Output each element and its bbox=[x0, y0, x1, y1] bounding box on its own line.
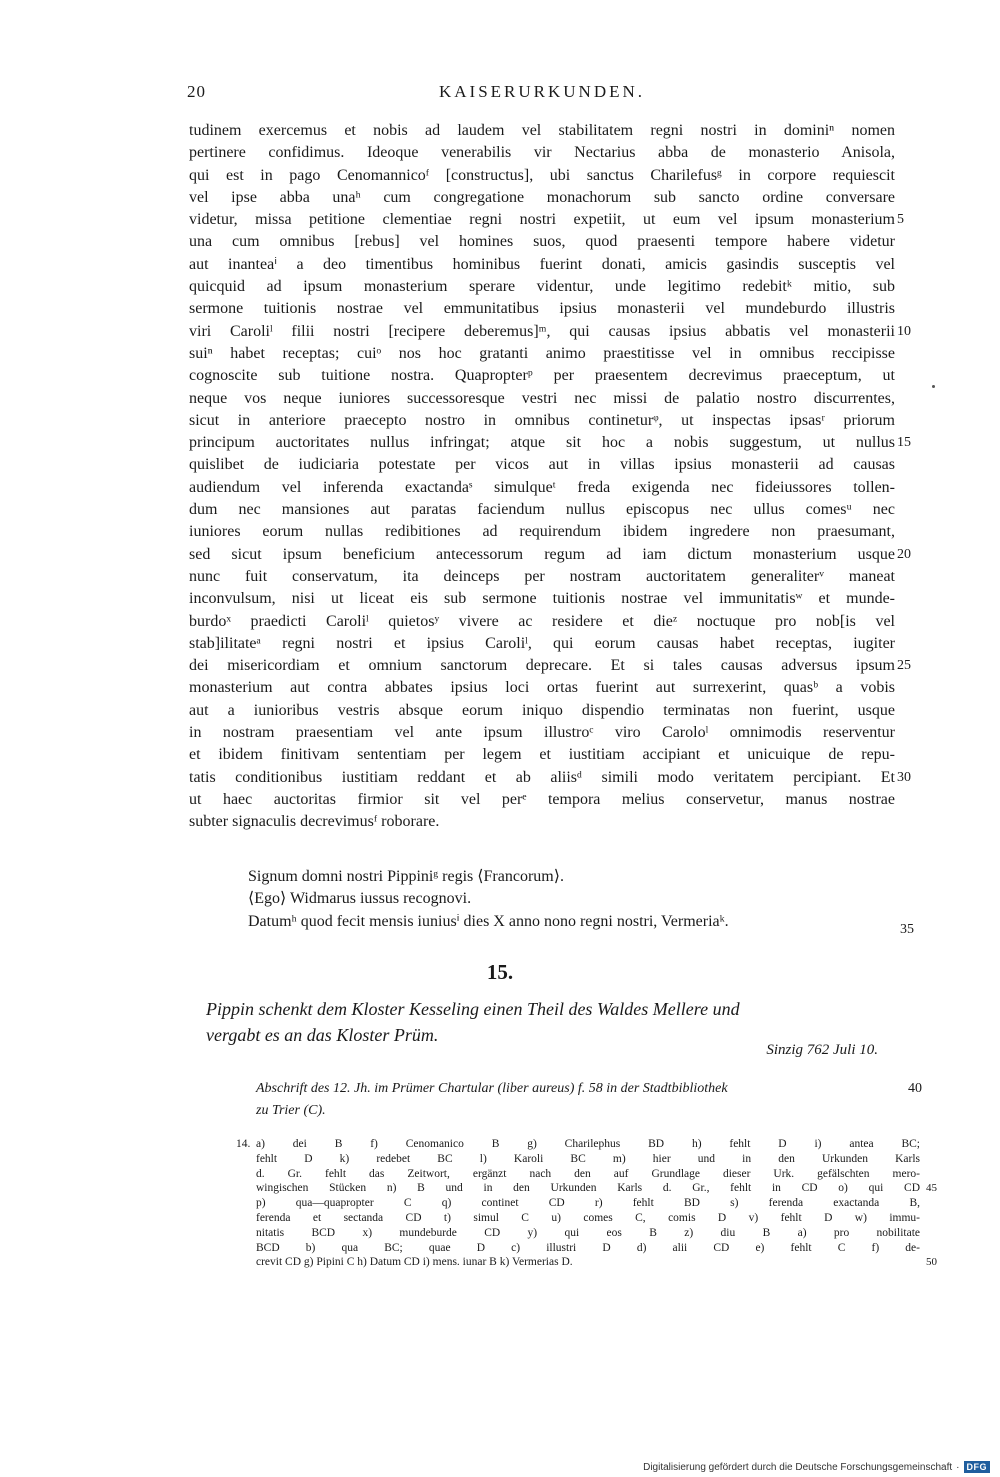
margin-mark bbox=[932, 385, 935, 388]
body-text-line: aut a iunioribus vestris absque eorum iniquo dispendio terminatas non fuerint, usque bbox=[189, 701, 895, 719]
note-line: wingischen Stücken n) B und in den Urkunden Karls d. Gr., fehlt in CD o) qui CD 45 bbox=[256, 1181, 920, 1196]
line-number: 10 bbox=[897, 323, 911, 339]
page-number: 20 bbox=[187, 82, 206, 101]
body-text-line: principum auctoritates nullus infringat; atque sit hoc a nobis suggestum, ut nullus 15 bbox=[189, 432, 895, 454]
note-line: fehlt D k) redebet BC l) Karoli BC m) hier und in den Urkunden Karls bbox=[256, 1152, 920, 1165]
line-number: 45 bbox=[926, 1182, 937, 1195]
note-line: BCD b) qua BC; quae D c) illustri D d) alii CD e) fehlt C f) de- bbox=[256, 1241, 920, 1254]
body-text-line: iuniores eorum nullas redibitiones ad requirendum ibidem ingredere non praesumant, bbox=[189, 523, 895, 541]
running-head: KAISERURKUNDEN. bbox=[438, 82, 646, 101]
footer-text: Digitalisierung gefördert durch die Deutsche Forschungsgemeinschaft bbox=[643, 1461, 953, 1473]
line-number: 50 bbox=[926, 1256, 937, 1269]
body-text-line: tatis conditionibus iustitiam reddant et ab aliisᵈ simili modo veritatem percipiant. Et 30 bbox=[189, 767, 895, 789]
line-number: 30 bbox=[897, 769, 911, 785]
line-number: 15 bbox=[897, 435, 911, 451]
body-text-line: pertinere confidimus. Ideoque venerabilis vir Nectarius abba de monasterio Anisola, bbox=[189, 144, 895, 162]
footer-separator: · bbox=[956, 1461, 960, 1473]
body-text-line: quislibet de iudiciaria potestate per vicos aut in villas ipsius monasterii ad causas bbox=[189, 456, 895, 474]
body-text-line: stab]ilitateᵃ regni nostri et ipsius Caroliˡ, qui eorum causas habet receptas, iugiter bbox=[189, 634, 895, 652]
body-text-line: nunc fuit conservatum, ita deinceps per nostram auctoritatem generaliterᵛ maneat bbox=[189, 567, 895, 585]
body-text-line: viri Caroliˡ filii nostri [recipere deberemus]ᵐ, qui causas ipsius abbatis vel monasterii 10 bbox=[189, 321, 895, 343]
dfg-logo: DFG bbox=[964, 1461, 991, 1473]
body-text-line: ut haec auctoritas firmior sit vel perᵉ tempora melius conservetur, manus nostrae bbox=[189, 790, 895, 808]
source-description bbox=[256, 1078, 922, 1122]
body-text-line: subter signaculis decrevimusᶠ roborare. bbox=[189, 813, 440, 831]
body-text-line: monasterium aut contra abbates ipsius loci ortas fuerint aut surrexerint, quasᵇ a vobis bbox=[189, 679, 895, 697]
notes-label: 14. bbox=[236, 1138, 251, 1150]
body-text-line: suiⁿ habet receptas; cuiᵒ nos hoc gratanti animo praestitisse vel in omnibus reccipisse bbox=[189, 344, 895, 362]
source-line: zu Trier (C). bbox=[256, 1103, 326, 1118]
note-line: a) dei B f) Cenomanico B g) Charilephus BD h) fehlt D i) antea BC; bbox=[256, 1138, 920, 1150]
line-number: 40 bbox=[908, 1081, 922, 1096]
body-text-line: qui est in pago Cenomannicoᶠ [constructus], ubi sanctus Charilefusᵍ in corpore requiescit bbox=[189, 166, 895, 184]
body-text-line: in nostram praesentiam vel ante ipsum illustroᶜ viro Caroloˡ omnimodis reserventur bbox=[189, 724, 895, 742]
body-text-line: aut inanteaⁱ a deo timentibus hominibus fuerint donati, amicis gasindis susceptis vel bbox=[189, 255, 895, 273]
source-line: Abschrift des 12. Jh. im Prümer Chartular (liber aureus) f. 58 in der Stadtbibliothek 40 bbox=[256, 1078, 900, 1100]
critical-apparatus bbox=[236, 1137, 937, 1270]
regest-line: Pippin schenkt dem Kloster Kesseling einen Theil des Waldes Mellere und bbox=[206, 999, 740, 1019]
note-line: crevit CD g) Pipini C h) Datum CD i) mens. iunar B k) Vermerias D. 50 bbox=[256, 1255, 920, 1270]
signum-line: Datumʰ quod fecit mensis iuniusⁱ dies X anno nono regni nostri, Vermeriaᵏ. bbox=[248, 912, 729, 930]
note-line: p) qua—quapropter C q) continet CD r) fehlt BD s) ferenda exactanda B, bbox=[256, 1197, 920, 1210]
body-text-line: sermone tuitionis nostrae vel emmunitatibus ipsius monasterii vel mundeburdo illustris bbox=[189, 300, 895, 318]
body-text-line: videtur, missa petitione clementiae regni nostri expetiit, ut eum vel ipsum monasterium 5 bbox=[189, 209, 895, 231]
body-text-line: quicquid ad ipsum monasterium sperare videntur, unde legitimo redebitᵏ mitio, sub bbox=[189, 278, 895, 296]
body-text-line: et ibidem finitivam sententiam per legem et iustitiam accipiant et unicuique de repu- bbox=[189, 746, 895, 764]
note-line: ferenda et sectanda CD t) simul C u) comes C, comis D v) fehlt D w) immu- bbox=[256, 1211, 920, 1224]
regest-summary bbox=[206, 996, 896, 1048]
line-number: 20 bbox=[897, 546, 911, 562]
line-number: 5 bbox=[897, 212, 904, 228]
note-line: nitatis BCD x) mundeburde CD y) qui eos B z) diu B a) pro nobilitate bbox=[256, 1226, 920, 1239]
line-number: 25 bbox=[897, 658, 911, 674]
page-header bbox=[187, 82, 897, 106]
signum-line: Signum domni nostri Pippiniᵍ regis ⟨Francorum⟩. bbox=[248, 868, 564, 885]
signum-line: ⟨Ego⟩ Widmarus iussus recognovi. bbox=[248, 890, 472, 908]
document-number: 15. bbox=[486, 960, 514, 984]
body-text-line: tudinem exercemus et nobis ad laudem vel stabilitatem regni nostri in dominiⁿ nomen bbox=[189, 122, 895, 139]
body-text-line: audiendum vel inferenda exactandaˢ simulqueᵗ freda exigenda nec fideiussores tollen- bbox=[189, 478, 895, 496]
body-text-line: dei misericordiam et omnium sanctorum deprecare. Et si tales causas adversus ipsum 25 bbox=[189, 655, 895, 677]
body-text-line: cognoscite sub tuitione nostra. Quapropterᵖ per praesentem decrevimus praeceptum, ut bbox=[189, 367, 895, 385]
body-text-line: dum nec mansiones aut paratas faciendum nullus episcopus nec ullus comesᵘ nec bbox=[189, 501, 895, 519]
body-text-line: vel ipse abba unaʰ cum congregatione monachorum sub sancto ordine conversare bbox=[189, 188, 895, 206]
body-text-line: una cum omnibus [rebus] vel homines suos, quod praesenti tempore habere videtur bbox=[189, 233, 895, 251]
note-line: d. Gr. fehlt das Zeitwort, ergänzt nach den auf Grundlage dieser Urk. gefälschten mero- bbox=[256, 1167, 920, 1180]
body-text-line: burdoˣ praedicti Caroliˡ quietosʸ vivere ac residere et dieᶻ noctuque pro nob[is vel bbox=[189, 612, 895, 630]
signum-block bbox=[248, 866, 908, 933]
line-number-35: 35 bbox=[900, 922, 914, 937]
date-place: Sinzig 762 Juli 10. bbox=[766, 1042, 878, 1058]
body-text-line: sed sicut ipsum beneficium antecessorum regum ad iam dictum monasterium usque 20 bbox=[189, 544, 895, 566]
body-text-line: sicut in anteriore praecepto nostro in omnibus contineturᵠ, ut inspectas ipsasʳ priorum bbox=[189, 411, 895, 429]
body-text-line: neque vos neque iuniores successoresque vestri nec missi de palatio nostro discurrentes, bbox=[189, 389, 895, 407]
footer-credit bbox=[643, 1459, 990, 1475]
regest-line: vergabt es an das Kloster Prüm. bbox=[206, 1025, 439, 1045]
body-text-line: inconvulsum, nisi ut liceat eis sub sermone tuitionis nostrae vel immunitatisʷ et munde- bbox=[189, 590, 895, 608]
charter-body-text bbox=[189, 120, 911, 834]
